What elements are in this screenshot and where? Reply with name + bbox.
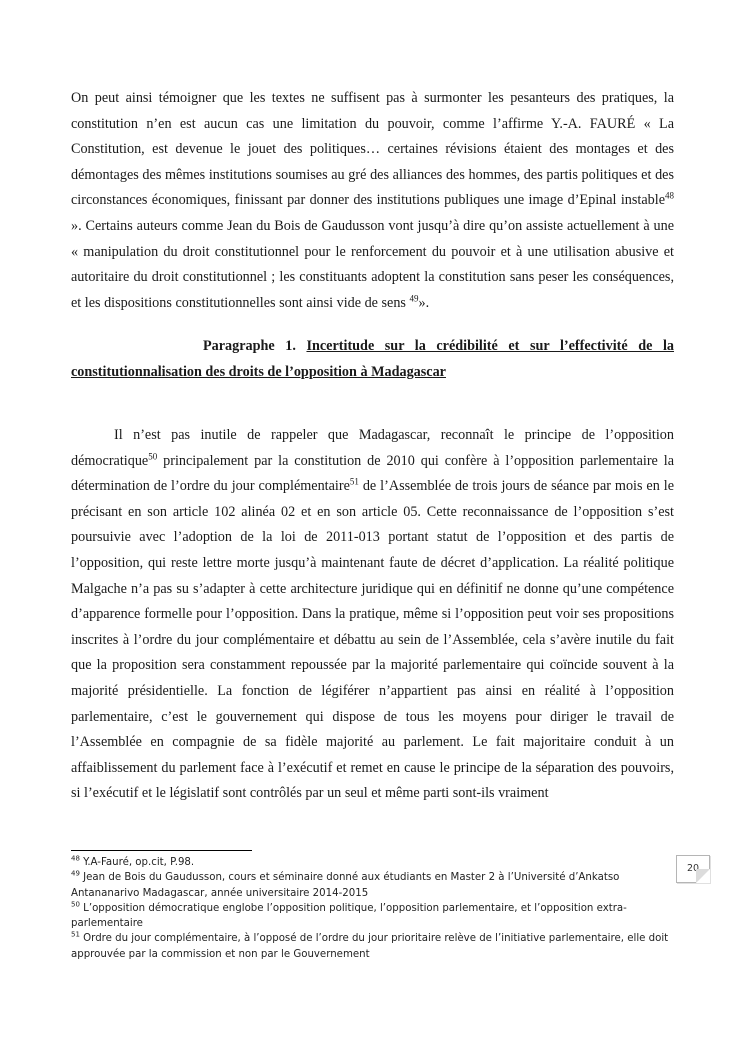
footnote-50 bbox=[71, 901, 671, 932]
heading-title: Incertitude sur la crédibilité et sur l’effectivité de la constitutionnalisation des droits de l’opposition à Madagascar bbox=[71, 338, 675, 380]
paragraph-1-text-a: On peut ainsi témoigner que les textes ne suffisent pas à surmonter les pesanteurs des pratiques, la constitution n’en est aucun cas une limitation du pouvoir, comme l’affirme Y.-A. FAURÉ « La Constitution, est devenue le jouet des politiques… certaines révisions étaient des montages et des démontages des mêmes institutions soumises au gré des alliances des hommes, des partis politiques et des circonstances économiques, finissant par donner des institutions publiques une image d’Epinal instable bbox=[71, 90, 674, 209]
paragraph-1-text-b: ». Certains auteurs comme Jean du Bois de Gaudusson vont jusqu’à dire qu’on assiste actuellement à une « manipulation du droit constitutionnel pour le renforcement du pouvoir et à une utilisation abusive et autoritaire du droit constitutionnel ; les constituants adoptent la constitution sans peser les conséquences, et les dispositions constitutionnelles sont ainsi vide de sens bbox=[71, 217, 674, 311]
page-number-badge bbox=[676, 855, 710, 883]
paragraph-2-text-a: Il n’est pas inutile de rappeler que Madagascar, reconnaît le principe de l’opposition démocratique bbox=[71, 427, 674, 469]
paragraph-2-text-b: principalement par la constitution de 2010 qui confère à l’opposition parlementaire la détermination de l’ordre du jour complémentaire bbox=[71, 452, 674, 495]
footnote-number: 49 bbox=[71, 869, 80, 878]
footnote-text: L’opposition démocratique englobe l’opposition politique, l’opposition parlementaire, et l’opposition extra-parlementaire bbox=[71, 902, 627, 930]
footnote-ref-50[interactable]: 50 bbox=[148, 450, 158, 461]
heading-lead: Paragraphe 1 bbox=[203, 338, 293, 354]
body-paragraph-1 bbox=[71, 86, 674, 316]
paragraph-1-text-c: ». bbox=[418, 294, 430, 311]
body-paragraph-2 bbox=[71, 423, 674, 807]
footnote-text: Ordre du jour complémentaire, à l’opposé de l’ordre du jour prioritaire relève de l’initiative parlementaire, elle doit approuvée par la commission et non par le Gouvernement bbox=[71, 933, 669, 960]
footnote-ref-51[interactable]: 51 bbox=[349, 476, 359, 487]
footnote-number: 51 bbox=[71, 931, 80, 940]
footnote-text: Jean de Bois du Gaudusson, cours et séminaire donné aux étudiants en Master 2 à l’Université d’Ankatso Antananarivo Madagascar, année universitaire 2014-2015 bbox=[71, 872, 620, 899]
heading-separator: . bbox=[292, 338, 307, 354]
footnotes bbox=[71, 855, 671, 962]
section-heading bbox=[71, 334, 674, 385]
page-number: 20 bbox=[686, 863, 700, 874]
footnote-51 bbox=[71, 931, 671, 962]
footnote-ref-49[interactable]: 49 bbox=[409, 293, 419, 304]
footnote-48 bbox=[71, 855, 671, 870]
paragraph-2-text-c: de l’Assemblée de trois jours de séance par mois en le précisant en son article 102 alinéa 02 et en son article 05. Cette reconnaissance de l’opposition s’est poursuivie avec l’adoption de la loi de 2011-013 portant statut de l’opposition et des partis de l’opposition, qui reste lettre morte jusqu’à maintenant faute de décret d’application. La réalité politique Malgache n’a pas su s’adapter à cette architecture juridique qui en définitif ne donne qu’une compétence d’apparence formelle pour l’opposition. Dans la pratique, même si l’opposition peut voir ses propositions inscrites à l’ordre du jour complémentaire et débattu au sein de l’Assemblée, cela s’avère inutile du fait que la proposition sera constamment repoussée par la majorité parlementaire qui coïncide souvent à la majorité présidentielle. La fonction de légiférer n’appartient pas ainsi en réalité à l’opposition parlementaire, c’est le gouvernement qui dispose de tous les moyens pour diriger le travail de l’Assemblée en compagnie de sa fidèle majorité au parlement. Le fait majoritaire conduit à un affaiblissement du parlement face à l’exécutif et remet en cause le principe de la séparation des pouvoirs, si l’exécutif et le législatif sont contrôlés par un seul et même parti sont-ils vraiment bbox=[71, 478, 674, 802]
footnote-text: Y.A-Fauré, op.cit, P.98. bbox=[79, 857, 195, 868]
footnote-separator bbox=[71, 850, 252, 851]
footnote-ref-48[interactable]: 48 bbox=[665, 190, 674, 201]
footnote-49 bbox=[71, 870, 671, 901]
footnote-number: 48 bbox=[71, 854, 80, 863]
footnote-number: 50 bbox=[71, 900, 80, 909]
